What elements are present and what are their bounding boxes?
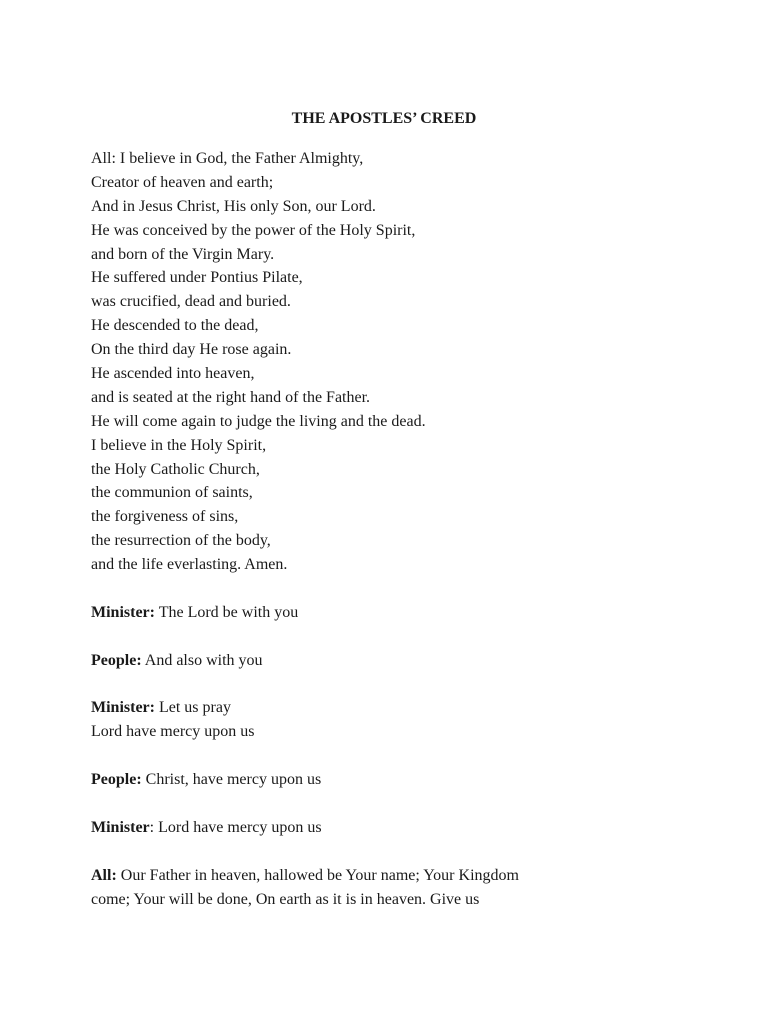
creed-line: was crucified, dead and buried. [91,293,291,311]
dialogue-text: Christ, have mercy upon us [141,771,322,789]
creed-line: He descended to the dead, [91,317,259,335]
creed-line: He suffered under Pontius Pilate, [91,269,303,287]
creed-line: the communion of saints, [91,484,253,502]
dialogue-text: Let us pray [154,699,231,717]
creed-line: Creator of heaven and earth; [91,173,274,191]
speaker-label: Minister: [91,699,155,717]
creed-line: the Holy Catholic Church, [91,460,260,478]
creed-line: and is seated at the right hand of the Father. [91,388,371,406]
paragraph-gap [91,792,611,816]
dialogue-minister-mercy [91,816,611,840]
creed-line: On the third day He rose again. [91,341,292,359]
paragraph-gap [91,840,611,864]
paragraph-gap [91,744,611,768]
paragraph-gap [91,577,611,601]
dialogue-line [91,864,611,888]
creed-line: I believe in the Holy Spirit, [91,436,267,454]
speaker-label: People: [91,651,142,669]
creed-line: the forgiveness of sins, [91,508,239,526]
dialogue-people-response [91,649,611,673]
dialogue-continuation: come; Your will be done, On earth as it is in heaven. Give us [91,890,480,908]
creed-text [91,147,611,577]
dialogue-line [91,601,611,625]
dialogue-minister-pray [91,696,611,744]
dialogue-text: : Lord have mercy upon us [149,818,322,836]
creed-line: and born of the Virgin Mary. [91,245,275,263]
dialogue-line [91,816,611,840]
dialogue-continuation: Lord have mercy upon us [91,723,255,741]
dialogue-text: Our Father in heaven, hallowed be Your name; Your Kingdom [116,866,519,884]
speaker-label: Minister: [91,603,155,621]
dialogue-minister-greeting [91,601,611,625]
creed-line: the resurrection of the body, [91,532,271,550]
paragraph-gap [91,673,611,697]
page-title: THE APOSTLES’ CREED [291,110,477,127]
creed-line: He will come again to judge the living and the dead. [91,412,426,430]
dialogue-line [91,696,611,720]
creed-line: And in Jesus Christ, His only Son, our Lord. [91,197,376,215]
document-body [91,147,611,912]
speaker-label: All: [91,866,117,884]
speaker-label: People: [91,771,142,789]
speaker-label: Minister [91,818,150,836]
creed-line: He was conceived by the power of the Holy Spirit, [91,221,416,239]
dialogue-people-mercy [91,768,611,792]
dialogue-all-lords-prayer [91,864,611,912]
dialogue-line [91,768,611,792]
dialogue-line [91,649,611,673]
creed-line: All: I believe in God, the Father Almighty, [91,150,364,167]
creed-line: and the life everlasting. Amen. [91,556,288,574]
dialogue-text: And also with you [141,651,263,669]
creed-line: He ascended into heaven, [91,365,255,383]
paragraph-gap [91,625,611,649]
dialogue-text: The Lord be with you [154,603,299,621]
